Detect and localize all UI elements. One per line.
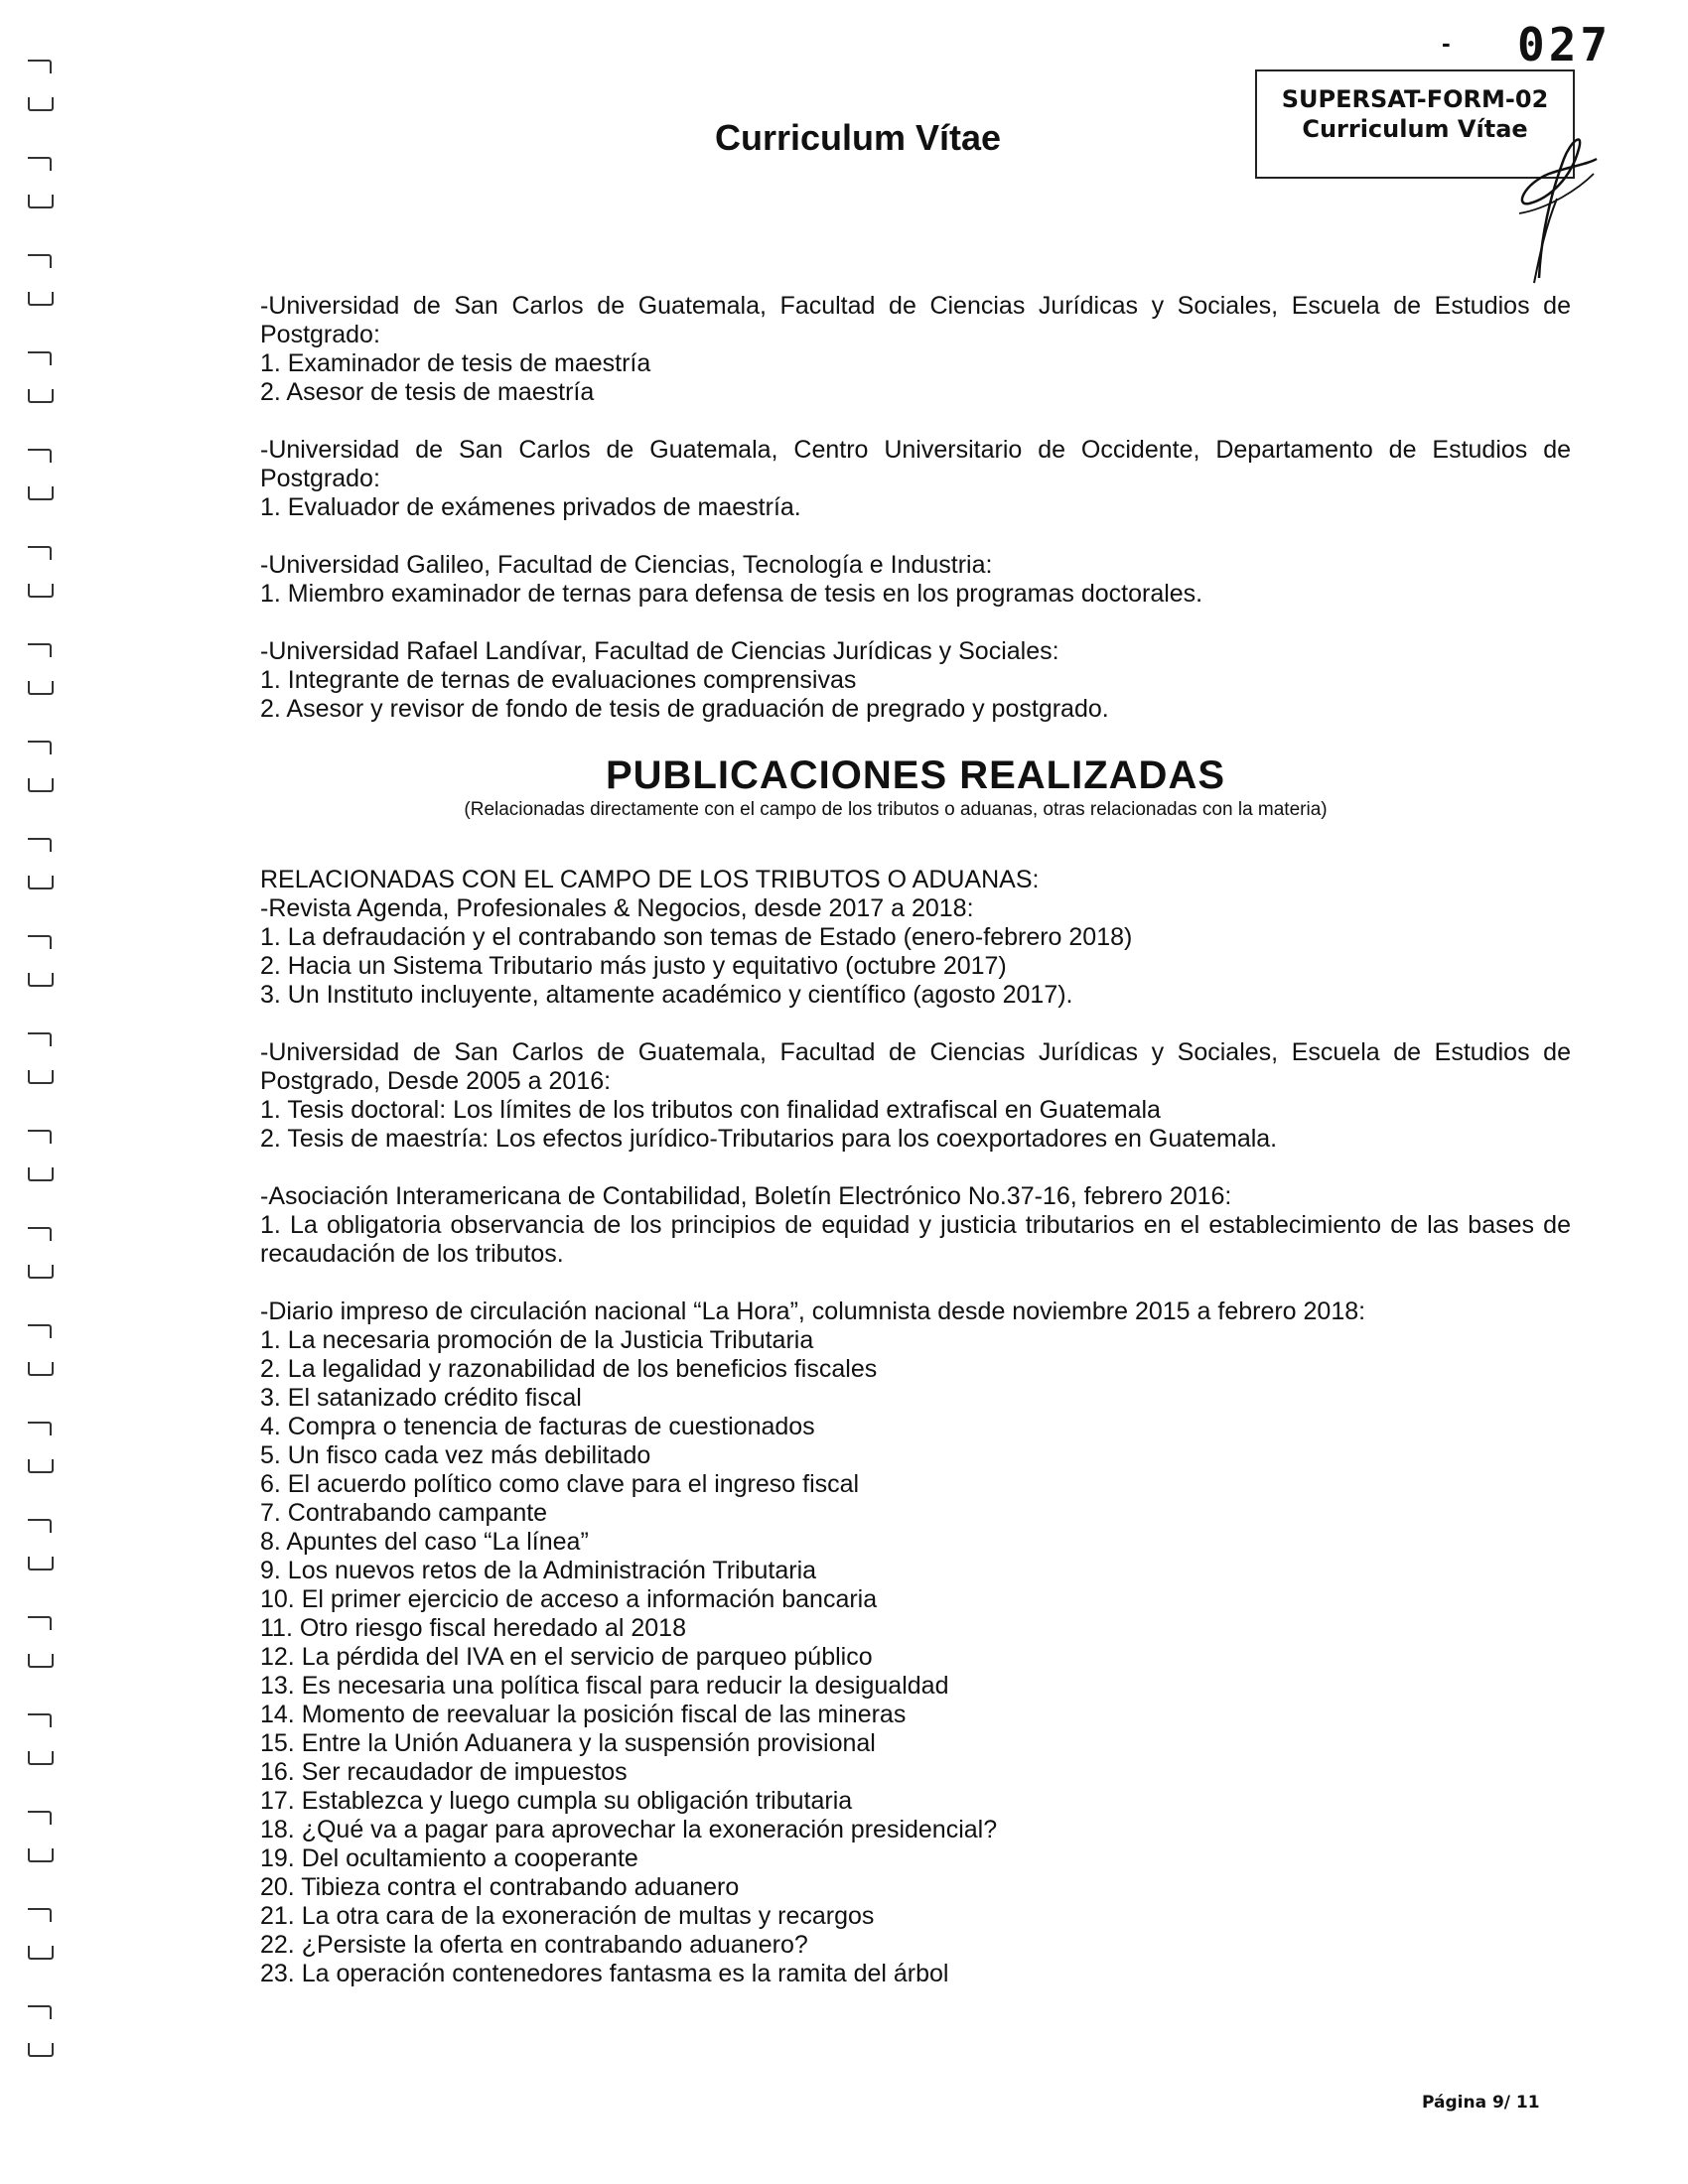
list-item: 7. Contrabando campante <box>260 1499 548 1527</box>
list-item: 16. Ser recaudador de impuestos <box>260 1758 628 1786</box>
publication-source-heading: -Universidad de San Carlos de Guatemala, Facultad de Ciencias Jurídicas y Sociales, Escuela de Estudios de Postgrado, Desde 2005 a 2016: <box>260 1038 1571 1095</box>
list-item: 23. La operación contenedores fantasma es la ramita del árbol <box>260 1960 949 1987</box>
form-code: SUPERSAT-FORM-02 <box>1281 85 1549 113</box>
binding-hole-mark <box>28 1519 52 1533</box>
publication-source-block <box>260 1297 1571 1988</box>
list-item: 3. Un Instituto incluyente, altamente académico y científico (agosto 2017). <box>260 981 1073 1009</box>
list-item: 12. La pérdida del IVA en el servicio de parqueo público <box>260 1643 873 1671</box>
list-item: 1. Evaluador de exámenes privados de maestría. <box>260 493 801 521</box>
list-item: 22. ¿Persiste la oferta en contrabando aduanero? <box>260 1931 808 1959</box>
binding-hole-mark <box>28 1422 52 1435</box>
binding-hole-mark <box>28 389 54 403</box>
list-item: 2. Hacia un Sistema Tributario más justo y equitativo (octubre 2017) <box>260 952 1007 980</box>
list-item: 13. Es necesaria una política fiscal para reducir la desigualdad <box>260 1672 949 1700</box>
publication-source-block <box>260 1038 1571 1154</box>
binding-hole-mark <box>28 2043 54 2057</box>
cv-content <box>260 292 1571 2017</box>
binding-hole-mark <box>28 584 54 598</box>
list-item: 5. Un fisco cada vez más debilitado <box>260 1441 651 1469</box>
institution-heading: -Universidad de San Carlos de Guatemala, Facultad de Ciencias Jurídicas y Sociales, Escuela de Estudios de Postgrado: <box>260 292 1571 348</box>
binding-hole-mark <box>28 254 52 268</box>
institution-heading: -Universidad Rafael Landívar, Facultad de Ciencias Jurídicas y Sociales: <box>260 637 1059 665</box>
binding-hole-mark <box>28 97 54 111</box>
list-item: 4. Compra o tenencia de facturas de cuestionados <box>260 1413 815 1440</box>
binding-hole-mark <box>28 1751 54 1765</box>
list-item: 1. Tesis doctoral: Los límites de los tributos con finalidad extrafiscal en Guatemala <box>260 1096 1161 1124</box>
list-item: 1. La obligatoria observancia de los principios de equidad y justicia tributarios en el establecimiento de las bases de recaudación de los tributos. <box>260 1211 1571 1268</box>
institution-block <box>260 292 1571 407</box>
page-title: Curriculum Vítae <box>715 117 1002 158</box>
binding-hole-mark <box>28 741 52 754</box>
binding-hole-mark <box>28 1908 52 1922</box>
binding-hole-mark <box>28 1032 52 1046</box>
binding-hole-mark <box>28 1130 52 1144</box>
binding-hole-mark <box>28 1616 52 1630</box>
publication-source-block <box>260 894 1571 1010</box>
binding-hole-mark <box>28 935 52 949</box>
binding-hole-mark <box>28 486 54 500</box>
binding-hole-mark <box>28 1362 54 1376</box>
list-item: 18. ¿Qué va a pagar para aprovechar la exoneración presidencial? <box>260 1816 998 1843</box>
list-item: 11. Otro riesgo fiscal heredado al 2018 <box>260 1614 686 1642</box>
list-item: 15. Entre la Unión Aduanera y la suspensión provisional <box>260 1729 876 1757</box>
binding-hole-mark <box>28 195 54 208</box>
binding-hole-mark <box>28 1070 54 1084</box>
academic-roles-section <box>260 292 1571 724</box>
publications-list <box>260 894 1571 1988</box>
list-item: 2. Asesor de tesis de maestría <box>260 378 595 406</box>
binding-hole-mark <box>28 1265 54 1279</box>
signature-initials <box>1479 119 1599 288</box>
list-item: 14. Momento de reevaluar la posición fiscal de las mineras <box>260 1701 907 1728</box>
binding-hole-mark <box>28 60 52 73</box>
binding-hole-mark <box>28 351 52 365</box>
publication-source-heading: -Asociación Interamericana de Contabilidad, Boletín Electrónico No.37-16, febrero 2016: <box>260 1182 1232 1210</box>
list-item: 1. La necesaria promoción de la Justicia Tributaria <box>260 1326 814 1354</box>
list-item: 19. Del ocultamiento a cooperante <box>260 1844 638 1872</box>
list-item: 21. La otra cara de la exoneración de multas y recargos <box>260 1902 875 1930</box>
list-item: 1. La defraudación y el contrabando son temas de Estado (enero-febrero 2018) <box>260 923 1133 951</box>
binding-hole-mark <box>28 1324 52 1338</box>
list-item: 1. Examinador de tesis de maestría <box>260 349 651 377</box>
page-dash: - <box>1442 28 1451 58</box>
binding-hole-mark <box>28 778 54 792</box>
publications-subtitle: (Relacionadas directamente con el campo de los tributos o aduanas, otras relacionadas con la materia) <box>464 799 1328 820</box>
binding-hole-mark <box>28 1848 54 1862</box>
binding-hole-mark <box>28 546 52 560</box>
form-name: Curriculum Vítae <box>1302 115 1528 143</box>
list-item: 9. Los nuevos retos de la Administración Tributaria <box>260 1557 817 1584</box>
list-item: 2. Tesis de maestría: Los efectos jurídico-Tributarios para los coexportadores en Guatemala. <box>260 1125 1278 1153</box>
binding-hole-mark <box>28 1459 54 1473</box>
binding-hole-mark <box>28 449 52 463</box>
binding-hole-mark <box>28 1713 52 1727</box>
binding-hole-mark <box>28 1557 54 1570</box>
publication-source-block <box>260 1182 1571 1269</box>
list-item: 1. Integrante de ternas de evaluaciones comprensivas <box>260 666 857 694</box>
institution-block <box>260 637 1571 724</box>
binding-hole-mark <box>28 973 54 987</box>
binding-hole-mark <box>28 292 54 306</box>
list-item: 2. La legalidad y razonabilidad de los beneficios fiscales <box>260 1355 878 1383</box>
publication-source-heading: -Diario impreso de circulación nacional “La Hora”, columnista desde noviembre 2015 a febrero 2018: <box>260 1297 1366 1325</box>
binding-hole-mark <box>28 1167 54 1181</box>
binding-hole-mark <box>28 643 52 657</box>
institution-block <box>260 436 1571 522</box>
binding-hole-mark <box>28 876 54 889</box>
list-item: 17. Establezca y luego cumpla su obligación tributaria <box>260 1787 853 1815</box>
binding-hole-mark <box>28 1227 52 1241</box>
binding-hole-mark <box>28 157 52 171</box>
publication-source-heading: -Revista Agenda, Profesionales & Negocios, desde 2017 a 2018: <box>260 894 974 922</box>
institution-block <box>260 551 1571 609</box>
binding-hole-mark <box>28 2005 52 2019</box>
list-item: 3. El satanizado crédito fiscal <box>260 1384 582 1412</box>
list-item: 2. Asesor y revisor de fondo de tesis de graduación de pregrado y postgrado. <box>260 695 1109 723</box>
handwritten-page-number: 027 <box>1517 18 1613 71</box>
list-item: 20. Tibieza contra el contrabando aduanero <box>260 1873 740 1901</box>
publications-category: RELACIONADAS CON EL CAMPO DE LOS TRIBUTOS O ADUANAS: <box>260 866 1040 893</box>
binding-hole-mark <box>28 1811 52 1825</box>
institution-heading: -Universidad Galileo, Facultad de Ciencias, Tecnología e Industria: <box>260 551 993 579</box>
institution-heading: -Universidad de San Carlos de Guatemala, Centro Universitario de Occidente, Departamento de Estudios de Postgrado: <box>260 436 1571 492</box>
list-item: 8. Apuntes del caso “La línea” <box>260 1528 589 1556</box>
list-item: 1. Miembro examinador de ternas para defensa de tesis en los programas doctorales. <box>260 580 1203 608</box>
binding-hole-mark <box>28 1946 54 1960</box>
list-item: 10. El primer ejercicio de acceso a información bancaria <box>260 1585 878 1613</box>
binding-hole-mark <box>28 681 54 695</box>
page-footer: Página 9/ 11 <box>1422 2093 1540 2113</box>
binding-hole-mark <box>28 1654 54 1668</box>
list-item: 6. El acuerdo político como clave para el ingreso fiscal <box>260 1470 860 1498</box>
binding-hole-mark <box>28 838 52 852</box>
publications-title: PUBLICACIONES REALIZADAS <box>605 753 1226 797</box>
